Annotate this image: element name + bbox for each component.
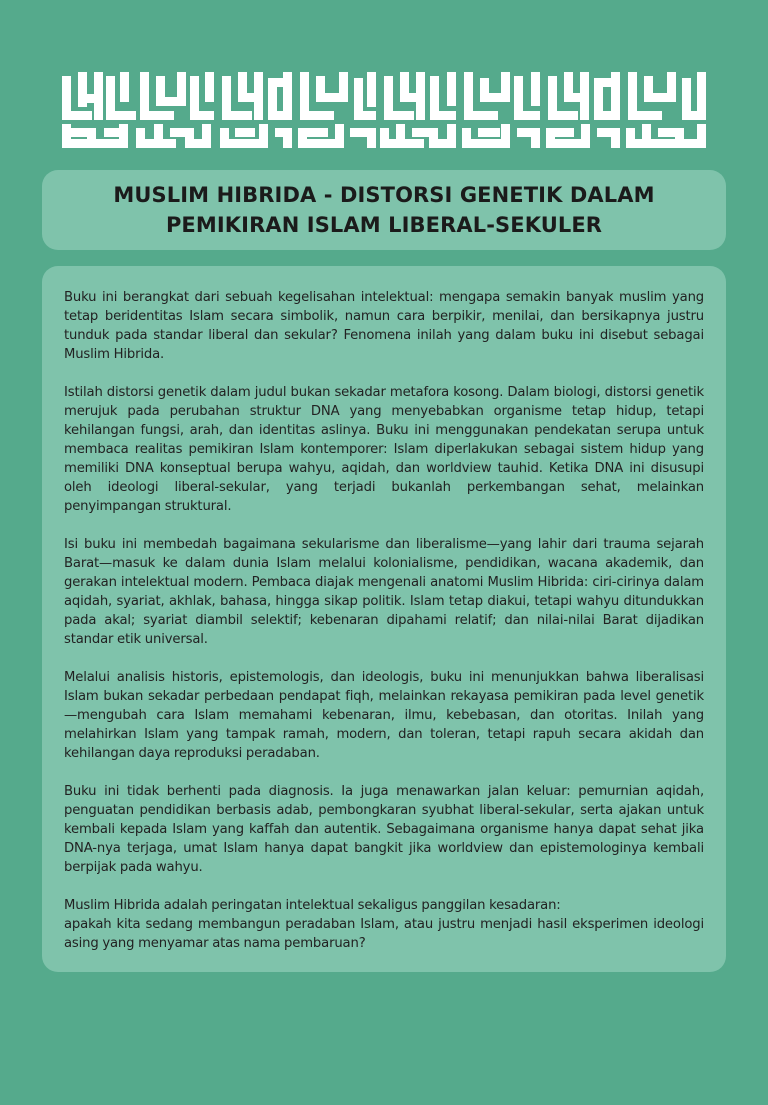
- paragraph-4: Melalui analisis historis, epistemologis, dan ideologis, buku ini menunjukkan bahwa liberalisasi Islam bukan sekadar perbedaan pendapat fiqh, melainkan rekayasa pemikiran pada level genetik—mengubah cara Islam memahami kebenaran, ilmu, kebebasan, dan otoritas. Inilah yang melahirkan Islam yang tampak ramah, modern, dan toleran, tetapi rapuh secara akidah dan kehilangan daya reproduksi peradaban.: [64, 670, 704, 761]
- paragraph-1: Buku ini berangkat dari sebuah kegelisahan intelektual: mengapa semakin banyak muslim yang tetap beridentitas Islam secara simbolik, namun cara berpikir, menilai, dan bersikapnya justru tunduk pada standar liberal dan sekular? Fenomena inilah yang dalam buku ini disebut sebagai Muslim Hibrida.: [64, 290, 704, 362]
- paragraph-5: Buku ini tidak berhenti pada diagnosis. Ia juga menawarkan jalan keluar: pemurnian aqidah, penguatan pendidikan berbasis adab, pembongkaran syubhat liberal-sekular, serta ajakan untuk kembali kepada Islam yang kaffah dan autentik. Sebagaimana organisme hanya dapat sehat jika DNA-nya terjaga, umat Islam hanya dapat bangkit jika worldview dan epistemologinya kembali berpijak pada wahyu.: [64, 784, 704, 875]
- closing-paragraph: [64, 896, 704, 953]
- paragraph-2: Istilah distorsi genetik dalam judul bukan sekadar metafora kosong. Dalam biologi, distorsi genetik merujuk pada perubahan struktur DNA yang menyebabkan organisme tetap hidup, tetapi kehilangan fungsi, arah, dan identitas aslinya. Buku ini menggunakan pendekatan serupa untuk membaca realitas pemikiran Islam kontemporer: Islam diperlakukan sebagai sistem hidup yang memiliki DNA konseptual berupa wahyu, aqidah, dan worldview tauhid. Ketika DNA ini disusupi oleh ideologi liberal-sekular, yang terjadi bukanlah perkembangan sehat, melainkan penyimpangan struktural.: [64, 385, 704, 514]
- paragraph-3: Isi buku ini membedah bagaimana sekularisme dan liberalisme—yang lahir dari trauma sejarah Barat—masuk ke dalam dunia Islam melalui kolonialisme, pendidikan, wacana akademik, dan gerakan intelektual modern. Pembaca diajak mengenali anatomi Muslim Hibrida: ciri-cirinya dalam aqidah, syariat, akhlak, bahasa, hingga sikap politik. Islam tetap diakui, tetapi wahyu ditundukkan pada akal; syariat diambil selektif; kebenaran dipahami relatif; dan nilai-nilai Barat dijadikan standar etik universal.: [64, 537, 704, 647]
- kufic-calligraphy-logo: [62, 72, 706, 148]
- closing-line-1: Muslim Hibrida adalah peringatan intelektual sekaligus panggilan kesadaran:: [64, 898, 561, 913]
- page-title: MUSLIM HIBRIDA - DISTORSI GENETIK DALAM PEMIKIRAN ISLAM LIBERAL-SEKULER: [113, 183, 655, 237]
- closing-line-2: apakah kita sedang membangun peradaban Islam, atau justru menjadi hasil eksperimen ideologi asing yang menyamar atas nama pembaruan?: [64, 917, 704, 951]
- synopsis-card: [42, 266, 726, 972]
- title-card: [42, 170, 726, 250]
